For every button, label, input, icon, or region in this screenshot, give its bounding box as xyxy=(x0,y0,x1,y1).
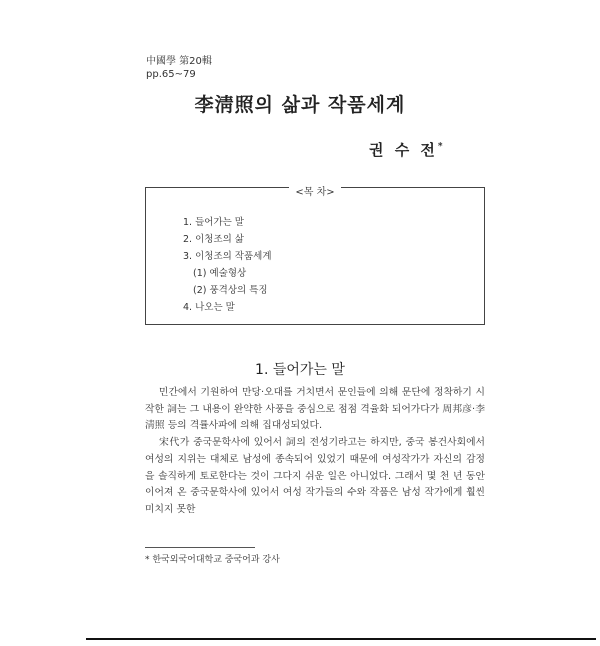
toc-item: 3. 이청조의 작품세계 xyxy=(183,251,272,262)
toc-subitem: (1) 예술형상 xyxy=(193,268,247,279)
table-of-contents xyxy=(145,187,485,325)
toc-item: 1. 들어가는 말 xyxy=(183,217,244,228)
section-heading: 1. 들어가는 말 xyxy=(255,362,345,378)
journal-name: 中國學 第20輯 xyxy=(146,56,212,67)
journal-header xyxy=(146,55,212,81)
footnote: * 한국외국어대학교 중국어과 강사 xyxy=(145,555,280,565)
footnote-divider xyxy=(145,547,255,548)
toc-heading: <목 차> xyxy=(289,187,340,198)
author xyxy=(369,139,443,160)
body-text xyxy=(145,385,485,519)
toc-item: 4. 나오는 말 xyxy=(183,302,235,313)
page-range: pp.65~79 xyxy=(146,69,196,80)
toc-list xyxy=(183,214,272,316)
toc-item: 2. 이청조의 삶 xyxy=(183,234,244,245)
toc-heading-wrap xyxy=(146,180,484,199)
paper-title: 李淸照의 삶과 작품세계 xyxy=(194,94,406,116)
paragraph: 宋代가 중국문학사에 있어서 詞의 전성기라고는 하지만, 중국 봉건사회에서 여성의 지위는 대체로 남성에 종속되어 있었기 때문에 여성작가가 자신의 감정을 솔직하게 토로한다는 것이 그다지 쉬운 일은 아니었다. 그래서 몇 천 년 동안 이어져 온 중국문학사에 있어서 여성 작가들의 수와 작품은 남성 작가에게 훨씬 미치지 못한 xyxy=(145,437,485,515)
paragraph: 민간에서 기원하여 만당·오대를 거치면서 문인들에 의해 문단에 정착하기 시작한 詞는 그 내용이 완약한 사풍을 중심으로 점점 격율화 되어가다가 周邦彦·李淸照 등의 격률사파에 의해 집대성되었다. xyxy=(145,387,485,432)
author-mark: * xyxy=(437,142,443,152)
bottom-border xyxy=(86,638,596,640)
author-name: 권 수 전 xyxy=(369,141,438,159)
toc-subitem: (2) 풍격상의 특징 xyxy=(193,285,268,296)
